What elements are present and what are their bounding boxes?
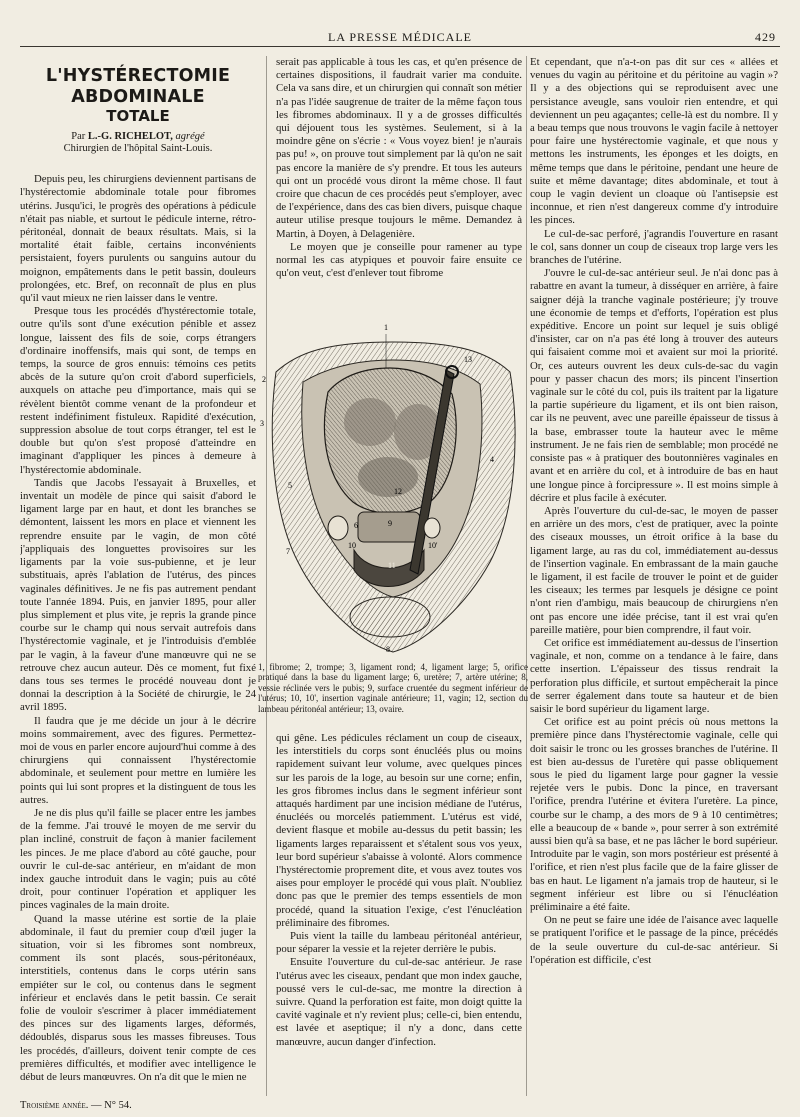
figure-label: 10' xyxy=(428,541,438,550)
paragraph: Je ne dis plus qu'il faille se placer entre les jambes de la femme. J'ai trouvé le moyen de me servir du plan incliné, construit de façon à manier facilement les pinces. Je me place d'abord au côté gauche, pour ouvrir le cul-de-sac antérieur, en m'aidant de mon index gauche introduit dans le vagin; puis au côté droit, pour continuer l'opération et appliquer les pinces vaginales de la main droite. xyxy=(20,806,256,912)
paragraph: On ne peut se faire une idée de l'aisance avec laquelle se pratiquent l'orifice et le passage de la pince, précédés de la seule ouverture du cul-de-sac antérieur. Si l'opération est difficile, c'est xyxy=(530,914,778,966)
article-subtitle: TOTALE xyxy=(106,107,170,125)
column-3 xyxy=(530,56,778,1096)
article-title: L'HYSTÉRECTOMIE ABDOMINALE xyxy=(45,66,231,107)
paragraph: qui gêne. Les pédicules réclament un coup de ciseaux, les interstitiels du corps sont énucléés plus ou moins rapidement suivant leur volume, avec quelques pinces sur les parois de la loge, au besoin sur une corne; enfin, les gros fibromes inclus dans le segment inférieur sont attaqués hardiment par une incision médiane de l'utérus, énucléés ou morcelés patiemment. L'utérus est vidé, devient flasque et mobile au-dessus du petit bassin; les ligaments larges reparaissent et s'étalent sous vos yeux, leur bord supérieur s'abaisse à volonté. Alors commence l'hystérectomie proprement dite, et vous avez toutes vos aises pour employer le procédé qui vous plaît. N'oubliez donc pas que le premier des temps essentiels de mon procédé, quand la situation l'exige, c'est l'énucléation préliminaire des fibromes. xyxy=(276,732,522,929)
author-affiliation: Chirurgien de l'hôpital Saint-Louis. xyxy=(63,143,213,155)
paragraph: Cet orifice est au point précis où nous mettons la première pince dans l'hystérectomie vaginale, celle qui doit saisir le tronc ou les grosses branches de l'utérine. Il est bien au-dessus de l'uretère qui passe obliquement sous le pied du ligament large pour gagner la vessie rejetée vers le pubis. Donc la pince, en traversant l'orifice, prendra l'utérine et évitera l'uretère. La pince, courbe sur le champ, a des mors de 9 à 10 centimètres; elle a beaucoup de « bande », pour serrer à son extrémité aussi bien qu'à sa base, et ne pas lâcher le bord supérieur. Introduite par le vagin, son mors postérieur est présenté à l'orifice, et rien n'est plus facile que de la faire glisser de bas en haut. Le ligament n'a jamais trop de hauteur, si le segment inférieur est libre ou si l'énucléation préliminaire a été faite. xyxy=(530,716,778,913)
paragraph: J'ouvre le cul-de-sac antérieur seul. Je n'ai donc pas à rabattre en avant la tumeur, à disséquer en arrière, à faire saigner déjà la tranche vaginale postérieure; j'y trouve une économie de temps et d'efforts, l'opération est plus expéditive. Encore un point sur lequel je suis obligé d'insister, car on n'a pas été long à trouver des auteurs qui faisaient comme moi et avaient sur moi la priorité. Or, ces auteurs ouvrent les deux culs-de-sac du vagin pour y passer chacun des mors; ils pincent l'insertion vaginale sur le côté du col, puis ils traitent par la ligature la partie supérieure du ligament, et ils ont bien raison, car ils ne peuvent, avec une pareille épaisseur de tissus à la base, embrasser toute la hauteur avec le même instrument. Je ne fais rien de semblable; mon procédé ne consiste pas « à pratiquer des boutonnières vaginales en avant et en arrière du col, et à introduire de bas en haut une longue pince à forcipressure ». Il est moins simple à décrire et plus facile à exécuter. xyxy=(530,267,778,504)
paragraph: Après l'ouverture du cul-de-sac, le moyen de passer en arrière un des mors, c'est de pratiquer, avec la pointe des ciseaux mousses, un étroit orifice à la base du ligament large, au ras du col, immédiatement au-dessus de l'insertion vaginale. En embrassant de la main gauche le ligament, il est facile de trouver le point et de guider les ciseaux; les termes par lesquels je désigne ce point n'ont rien d'ambigu, mais beaucoup de chirurgiens n'en ont pas encore une idée précise, tant il est vrai qu'en pareille matière, pour bien comprendre, il faut voir. xyxy=(530,504,778,636)
figure-label: 8 xyxy=(386,645,390,654)
paragraph: Presque tous les procédés d'hystérectomie totale, outre qu'ils sont d'une exécution pénible et assez longue, laissent des fils de soie, corps étrangers d'ordinaire inoffensifs, mais qui sont, de temps en temps, la source de gros ennuis: témoins ces petits abcès de la suture qu'on croit d'abord superficiels, auxquels on attache peu d'importance, mais qui se révèlent bientôt comme venant de la profondeur et restent indéfiniment fistuleux. Rapidité d'exécution, suppression absolue de tout corps étranger, tel est le double but qu'on s'est proposé d'atteindre en imaginant d'appliquer les pinces à demeure à l'hystérectomie abdominale. xyxy=(20,305,256,476)
figure-label: 6 xyxy=(354,521,358,530)
paragraph: Quand la masse utérine est sortie de la plaie abdominale, il faut du premier coup d'œil juger la situation, voir si les fibromes sont nombreux, comment ils sont placés, sous-péritonéaux, interstitiels, contenus dans le corps utérin sans empiéter sur le col, ou contenus dans le segment inférieur et enclavés dans le petit bassin. Ce serait folie de vouloir s'escrimer à placer immédiatement des pinces sur des ligaments larges, déformés, dédoublés, disparus sous les masses fibreuses. Tous les procédés, d'ailleurs, doivent tenir compte de ces premières difficultés, et modifier avec intelligence le début de leurs manœuvres. On n'a dit que le mien ne xyxy=(20,912,256,1084)
figure-label: 1 xyxy=(384,323,388,332)
issue-footer: Troisième année. — N° 54. xyxy=(20,1100,132,1111)
byline xyxy=(20,131,256,155)
figure-label: 5 xyxy=(288,481,292,490)
paragraph: Cet orifice est immédiatement au-dessus de l'insertion vaginale, et non, comme on a tendance à le faire, dans cette insertion. L'épaisseur des tissus rendrait la perforation plus difficile, et surtout empêcherait la pince de serrer également dans toute sa hauteur et de bien saisir le bord supérieur du ligament large. xyxy=(530,636,778,715)
paragraph: serait pas applicable à tous les cas, et qu'en présence de certaines dispositions, il faudrait varier ma conduite. Cela va sans dire, et un chirurgien qui connaît son métier n'a pas l'idée saugrenue de traiter de la même façon tous les fibromes abdominaux. Il y a de grosses difficultés qui déjouent tous les systèmes. Seulement, si à la moindre gêne on s'écrie : « Vous voyez bien! je n'aurais pas pu! », on prouve tout simplement par là qu'on ne sait pas encore la manière de s'y prendre. Et tous les auteurs qui ont un procédé vous diront la même chose. Il faut croire que chacun de ces procédés peut s'employer, avec de l'expérience, dans des cas bien divers, puisque chaque auteur utilise presque toujours le même. Demandez à Martin, à Doyen, à Delagenière. xyxy=(276,56,522,240)
column-1 xyxy=(20,56,256,1096)
author-name: L.-G. RICHELOT, xyxy=(87,131,173,143)
figure-label: 7 xyxy=(286,547,290,556)
paragraph: Depuis peu, les chirurgiens deviennent partisans de l'hystérectomie abdominale totale pour fibromes utérins. Jusqu'ici, le progrès des opérations à pédicule n'était pas niable, et surtout le pédicule interne, rétro-péritonéal, donnait de beaux résultats. Mais, si la mortalité était faible, certains inconvénients persistaient, foyers purulents ou sanguins autour du moignon, empâtements dans le petit bassin, douleurs prolongées, etc. Bref, on reconnaît de plus en plus qu'il vaut mieux ne rien laisser dans le ventre. xyxy=(20,173,256,305)
paragraph: Tandis que Jacobs l'essayait à Bruxelles, et inventait un modèle de pince qui saisit d'abord le ligament large par en haut, et dont les branches se démontent, laissent les mors en place et viennent les reprendre ensuite par le vagin, de mon côté j'appliquais des longuettes provisoires sur les ligaments par la voie sus-pubienne, et je leur substituais, après l'ablation de l'utérus, des pinces vaginales définitives. Je ne fis pas autrement pendant toute l'année 1894. Puis, en janvier 1895, pour aller plus simplement et plus vite, je repris la grande pince courbe sur le champ qui nous servait autrefois dans l'hystérectomie vaginale, et je l'introduisis d'emblée par le vagin, à la faveur d'une manœuvre qui ne se retrouve chez aucun auteur. Dès ce moment, fut fixé dans tous ses termes le procédé nouveau dont je donnai la description à la Société de chirurgie, le 24 avril 1895. xyxy=(20,476,256,714)
paragraph: Il faudra que je me décide un jour à le décrire moins sommairement, avec des figures. Permettez-moi de vous en parler encore aujourd'hui comme à des chirurgiens qui connaissent l'hystérectomie abdominale, et seulement pour mettre en lumière les points qui lui sont propres et la distinguent de tous les autres. xyxy=(20,714,256,806)
figure-caption: 1, fibrome; 2, trompe; 3, ligament rond; 4, ligament large; 5, orifice pratiqué dans la base du ligament large; 6, uretère; 7, artère utérine; 8, vessie réclinée vers le pubis; 9, surface cruentée du segment inférieur de l'utérus; 10, 10', insertion vaginale antérieure; 11, vagin; 12, section du lambeau péritonéal antérieur; 13, ovaire. xyxy=(258,662,528,714)
paragraph: Et cependant, que n'a-t-on pas dit sur ces « allées et venues du vagin au péritoine et du péritoine au vagin »? Il y a des objections qui se reproduisent avec une persistance aveugle, sans vouloir rien entendre, et qui deviennent un peu agaçantes; celle-là est du nombre. Il y a beau temps que nous trouvons le vagin facile à nettoyer pour faire une hystérectomie vaginale, et que nous y mettons les instruments, les éponges et les doigts, en même temps que dans le péritoine, pendant une heure de suite et même davantage; dites abdominale, et tout à coup le vagin devient un cloaque où l'antisepsie est inconnue, et rien n'est dangereux comme d'y introduire les pinces. xyxy=(530,56,778,227)
column-2-lower xyxy=(276,732,522,1049)
paragraph: Le cul-de-sac perforé, j'agrandis l'ouverture en rasant le col, sans donner un coup de ciseaux trop large vers les branches de l'utérine. xyxy=(530,227,778,267)
paragraph: Ensuite l'ouverture du cul-de-sac antérieur. Je rase l'utérus avec les ciseaux, pendant que mon index gauche, poussé vers le cul-de-sac, me montre la direction à suivre. Quand la perforation est faite, mon doigt quitte la cavité vaginale et n'y revient plus; celle-ci, bien entendu, est lavée et aseptique; il n'y a donc, dans cette manœuvre, aucun danger d'infection. xyxy=(276,956,522,1048)
figure-label: 11 xyxy=(388,561,396,570)
author-title: agrégé xyxy=(175,131,205,143)
surgical-illustration xyxy=(258,312,528,662)
figure-label: 10 xyxy=(348,541,356,550)
figure-label: 2 xyxy=(262,375,266,384)
paragraph: Puis vient la taille du lambeau péritonéal antérieur, pour séparer la vessie et la rejeter derrière le pubis. xyxy=(276,930,522,956)
byline-prefix: Par xyxy=(71,131,86,143)
paragraph: Le moyen que je conseille pour ramener au type normal les cas atypiques et pouvoir faire ensuite ce qu'on veut, c'est d'enlever tout fibrome xyxy=(276,240,522,280)
figure-label: 13 xyxy=(464,355,472,364)
page-number: 429 xyxy=(755,30,776,44)
figure-label: 4 xyxy=(490,455,494,464)
figure-label: 12 xyxy=(394,487,402,496)
figure-label: 3 xyxy=(260,419,264,428)
running-head xyxy=(20,30,780,47)
journal-title: LA PRESSE MÉDICALE xyxy=(327,30,472,44)
figure-label: 9 xyxy=(388,519,392,528)
